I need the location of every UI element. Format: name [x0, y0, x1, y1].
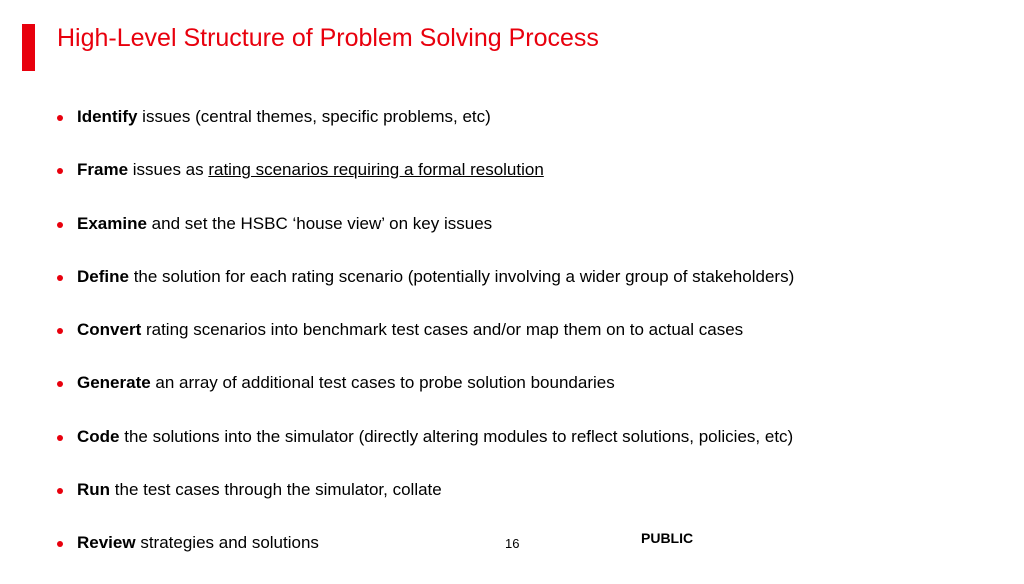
bullet-text	[77, 317, 743, 343]
bullet-keyword: Frame	[77, 160, 129, 180]
page-number: 16	[505, 536, 520, 551]
bullet-keyword: Run	[77, 480, 111, 500]
bullet-body: the test cases through the simulator, collate	[110, 480, 442, 500]
bullet-item-identify	[55, 104, 794, 157]
bullet-dot-icon	[57, 435, 63, 441]
bullet-keyword: Review	[77, 533, 136, 553]
bullet-dot-icon	[57, 168, 63, 174]
bullet-dot-icon	[57, 541, 63, 547]
bullet-keyword: Convert	[77, 320, 142, 340]
bullet-keyword: Generate	[77, 373, 151, 393]
bullet-dot-icon	[57, 328, 63, 334]
bullet-underlined-text: rating scenarios requiring a formal resolution	[208, 160, 544, 180]
bullet-body: rating scenarios into benchmark test cases and/or map them on to actual cases	[141, 320, 744, 340]
slide-title: High-Level Structure of Problem Solving Process	[57, 24, 599, 52]
bullet-text	[77, 104, 491, 130]
bullet-text	[77, 157, 544, 183]
bullet-body: the solution for each rating scenario (potentially involving a wider group of stakeholders)	[128, 266, 795, 286]
bullet-item-run	[55, 477, 794, 530]
bullet-keyword: Examine	[77, 213, 147, 233]
bullet-dot-icon	[57, 222, 63, 228]
bullet-body: issues (central themes, specific problems, etc)	[137, 107, 491, 126]
bullet-item-frame	[55, 157, 794, 210]
bullet-keyword: Code	[77, 426, 120, 446]
bullet-dot-icon	[57, 115, 63, 121]
bullet-text	[77, 370, 615, 396]
bullet-item-convert	[55, 317, 794, 370]
bullet-item-define	[55, 264, 794, 317]
bullet-dot-icon	[57, 488, 63, 494]
bullet-text	[77, 211, 492, 237]
bullet-item-code	[55, 424, 794, 477]
classification-label: PUBLIC	[641, 530, 694, 546]
bullet-body: issues as	[128, 160, 209, 180]
bullet-body: the solutions into the simulator (directly altering modules to reflect solutions, policies, etc)	[119, 426, 794, 446]
bullet-item-examine	[55, 211, 794, 264]
bullet-keyword: Identify	[77, 107, 138, 126]
bullet-text	[77, 264, 794, 290]
bullet-body: strategies and solutions	[135, 533, 319, 553]
bullet-body: and set the HSBC ‘house view’ on key issues	[146, 213, 493, 233]
bullet-dot-icon	[57, 381, 63, 387]
bullet-text	[77, 477, 442, 503]
title-accent-bar	[22, 24, 35, 71]
bullet-dot-icon	[57, 275, 63, 281]
bullet-list	[55, 104, 794, 584]
bullet-keyword: Define	[77, 266, 129, 286]
bullet-item-generate	[55, 370, 794, 423]
bullet-body: an array of additional test cases to probe solution boundaries	[150, 373, 615, 393]
bullet-text	[77, 530, 319, 556]
bullet-text	[77, 424, 793, 450]
